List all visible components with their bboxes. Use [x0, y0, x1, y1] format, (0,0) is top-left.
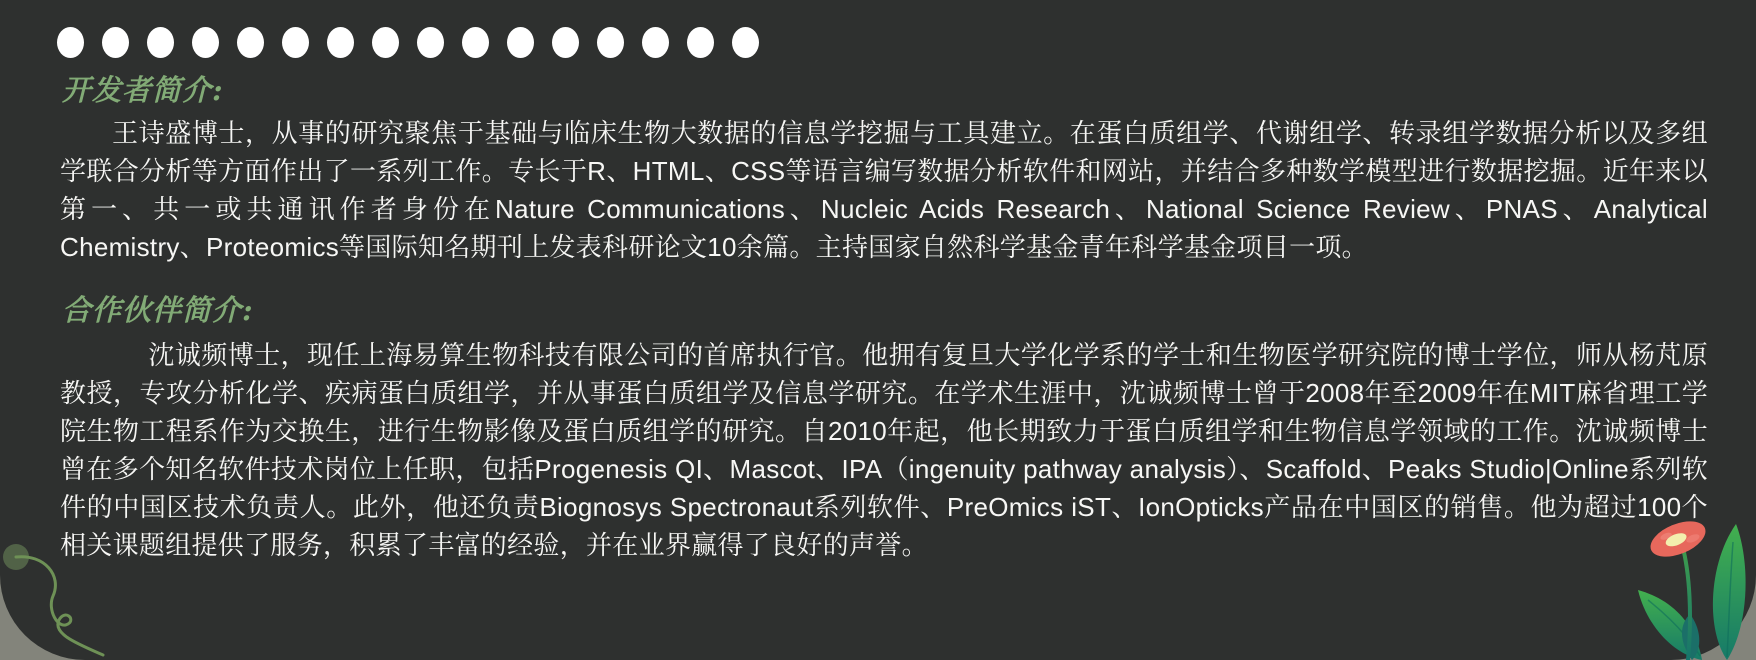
binding-dot-icon: [417, 27, 444, 58]
developer-intro-heading: 开发者简介:: [62, 73, 224, 107]
binding-dot-icon: [507, 27, 534, 58]
binding-dot-icon: [237, 27, 264, 58]
binding-dots-row: [57, 27, 759, 58]
flower-decoration-icon: [1630, 512, 1750, 660]
binding-dot-icon: [192, 27, 219, 58]
binding-dot-icon: [642, 27, 669, 58]
binding-dot-icon: [57, 27, 84, 58]
binding-dot-icon: [687, 27, 714, 58]
binding-dot-icon: [147, 27, 174, 58]
vine-decoration-icon: [0, 534, 112, 660]
partner-intro-paragraph: 沈诚频博士，现任上海易算生物科技有限公司的首席执行官。他拥有复旦大学化学系的学士和生物医学研究院的博士学位，师从杨芃原教授，专攻分析化学、疾病蛋白质组学，并从事蛋白质组学及信息学研究。在学术生涯中，沈诚频博士曾于2008年至2009年在MIT麻省理工学院生物工程系作为交换生，进行生物影像及蛋白质组学的研究。自2010年起，他长期致力于蛋白质组学和生物信息学领域的工作。沈诚频博士曾在多个知名软件技术岗位上任职，包括Progenesis QI、Mascot、IPA（ingenuity pathway analysis）、Scaffold、Peaks Studio|Online系列软件的中国区技术负责人。此外，他还负责Biognosys Spectronaut系列软件、PreOmics iST、IonOpticks产品在中国区的销售。他为超过100个相关课题组提供了服务，积累了丰富的经验，并在业界赢得了良好的声誉。: [60, 340, 1708, 560]
binding-dot-icon: [372, 27, 399, 58]
binding-dot-icon: [732, 27, 759, 58]
binding-dot-icon: [597, 27, 624, 58]
binding-dot-icon: [552, 27, 579, 58]
partner-intro-heading: 合作伙伴简介:: [62, 293, 254, 327]
binding-dot-icon: [462, 27, 489, 58]
developer-intro-paragraph: 王诗盛博士，从事的研究聚焦于基础与临床生物大数据的信息学挖掘与工具建立。在蛋白质组学、代谢组学、转录组学数据分析以及多组学联合分析等方面作出了一系列工作。专长于R、HTML、CSS等语言编写数据分析软件和网站，并结合多种数学模型进行数据挖掘。近年来以第一、共一或共通讯作者身份在Nature Communications、Nucleic Acids Research、National Science Review、PNAS、Analytical Chemistry、Proteomics等国际知名期刊上发表科研论文10余篇。主持国家自然科学基金青年科学基金项目一项。: [60, 118, 1708, 262]
binding-dot-icon: [102, 27, 129, 58]
binding-dot-icon: [327, 27, 354, 58]
binding-dot-icon: [282, 27, 309, 58]
